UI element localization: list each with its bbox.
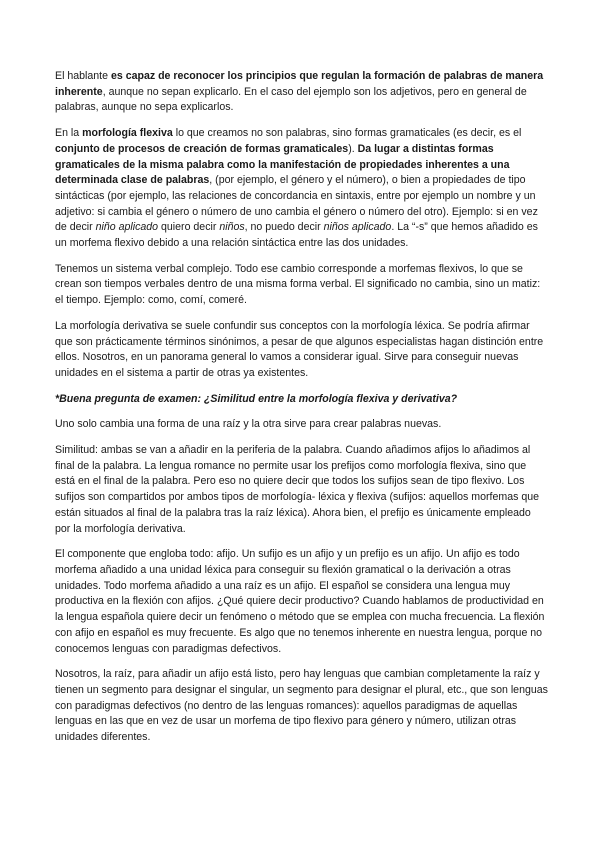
text-run: En la	[55, 127, 83, 140]
paragraph-8: El componente que engloba todo: afijo. Un sufijo es un afijo y un prefijo es un afijo. Un afijo es todo morfema añadido a una unidad léxica para conseguir su flexión gramatical o la derivación a otras unidades. Todo morfema añadido a una raíz es un afijo. El español se considera una lengua muy productiva en la flexión con afijos. ¿Qué quiere decir productivo? Cuando hablamos de productividad en la lengua española quiere decir un fenómeno o método que se emplea con mucha frecuencia. La flexión con afijo en español es muy frecuente. Es algo que no tenemos inherente en nuestra lengua, porque no conocemos lenguas con paradigmas defectivos.	[55, 548, 545, 655]
text-run: lo que creamos no son palabras, sino formas gramaticales (es decir, es el	[172, 127, 522, 140]
paragraph-3: Tenemos un sistema verbal complejo. Todo ese cambio corresponde a morfemas flexivos, lo que se crean son tiempos verbales dentro de una misma forma verbal. El significado no cambia, sino un matiz: el tiempo. Ejemplo: como, comí, comeré.	[55, 262, 541, 307]
paragraph-9: Nosotros, la raíz, para añadir un afijo está listo, pero hay lenguas que cambian completamente la raíz y tienen un segmento para designar el singular, un segmento para designar el plural, etc., que son lenguas con paradigmas defectivos (no dentro de las lenguas romances): aquellos paradigmas de aquellas lenguas en las que en vez de usar un morfema de tipo flexivo para género y número, utilizan otras unidades diferentes.	[55, 668, 548, 744]
text-run: , (por ejemplo, el género y el número), o bien a propiedades de tipo sintácticas (por ejemplo, las relaciones de concordancia en sintaxis, entre por ejemplo un nombre y un adjetivo: si cambia el género o número de uno cambia el género o número del otro). Ejemplo: si en vez de decir	[55, 174, 538, 234]
bold-text: morfología flexiva	[82, 127, 173, 140]
exam-question	[55, 392, 548, 408]
text-run: , aunque no sepan explicarlo. En el caso del ejemplo son los adjetivos, pero en general de palabras, aunque no sepa explicarlos.	[55, 85, 527, 114]
bold-italic-text: *Buena pregunta de examen: ¿Similitud entre la morfología flexiva y derivativa?	[55, 392, 458, 405]
text-run: El hablante	[55, 70, 111, 82]
paragraph-4: La morfología derivativa se suele confundir sus conceptos con la morfología léxica. Se podría afirmar que son prácticamente términos sinónimos, a pesar de que algunos especialistas hagan distinción entre ellos. Nosotros, en un panorama general lo vamos a considerar igual. Sirve para conseguir nuevas unidades en el sistema a partir de otras ya existentes.	[55, 319, 544, 379]
text-run: . La “-s” que hemos añadido es un morfema flexivo debido a una relación sintáctica entre las dos unidades.	[55, 221, 538, 250]
bold-text: Da lugar a distintas formas gramaticales de la misma palabra como la manifestación de propiedades inherentes a una determinada clase de palabras	[55, 142, 510, 187]
paragraph-2	[55, 126, 548, 252]
text-run: ).	[348, 142, 358, 155]
paragraph-6: Uno solo cambia una forma de una raíz y la otra sirve para crear palabras nuevas.	[55, 418, 442, 431]
bold-text: conjunto de procesos de creación de formas gramaticales	[55, 142, 349, 155]
paragraph-1	[55, 69, 548, 116]
italic-text: niños	[219, 221, 245, 234]
italic-text: niño aplicado	[95, 221, 159, 234]
text-run: quiero decir	[158, 221, 220, 234]
paragraph-7: Similitud: ambas se van a añadir en la periferia de la palabra. Cuando añadimos afijos lo añadimos al final de la palabra. La lengua romance no permite usar los prefijos como morfología flexiva, sino que está en el final de la palabra. Pero eso no quiere decir que todos los sufijos sean de tipo flexivo. Los sufijos son compartidos por ambos tipos de morfología- léxica y flexiva (sufijos: aquellos morfemas que están situados al final de la palabra tras la raíz léxica). Ahora bien, el prefijo es únicamente empleado por la morfología derivativa.	[55, 444, 540, 535]
text-run: , no puedo decir	[244, 221, 324, 234]
italic-text: niños aplicado	[323, 221, 392, 234]
bold-text: es capaz de reconocer los principios que regulan la formación de palabras de manera inherente	[55, 70, 544, 98]
